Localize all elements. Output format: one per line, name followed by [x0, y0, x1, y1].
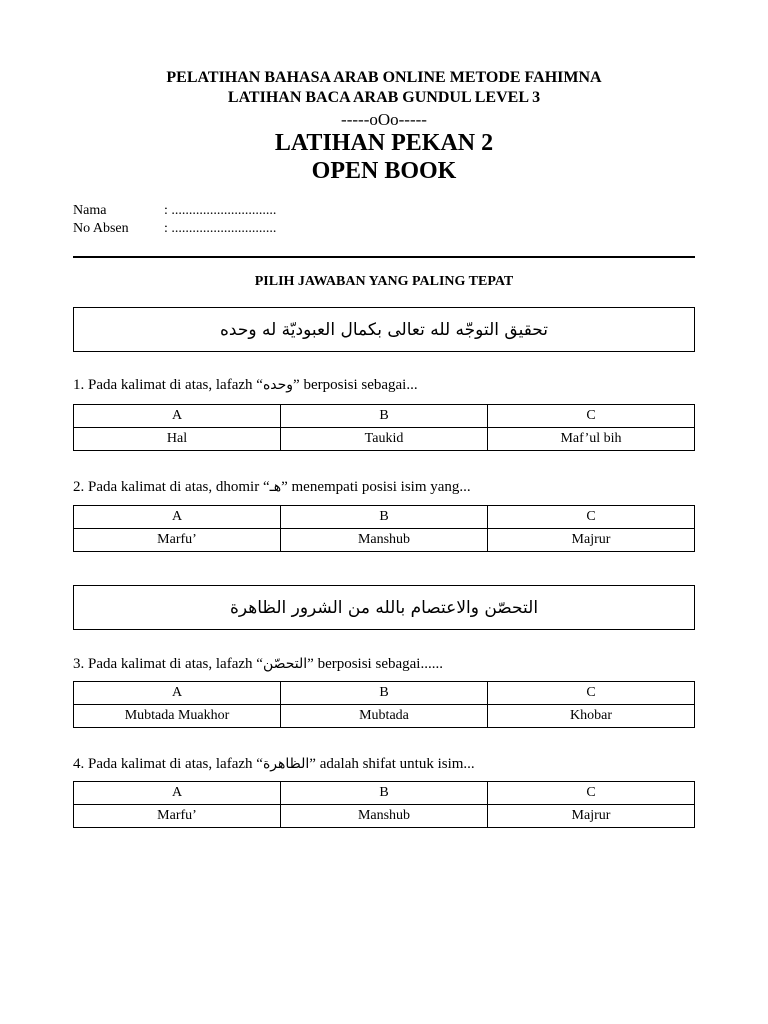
question-1-prefix: 1. Pada kalimat di atas, lafazh “ [73, 377, 263, 393]
question-2-prefix: 2. Pada kalimat di atas, dhomir “ [73, 479, 270, 495]
question-3-suffix: ” berposisi sebagai...... [307, 656, 443, 672]
question-3 [73, 656, 443, 673]
option-c[interactable]: Majrur [488, 529, 695, 552]
question-3-arabic: التحصّن [262, 656, 308, 672]
answer-table-3 [73, 681, 695, 728]
table-header-row [74, 506, 695, 529]
question-2-suffix: ” menempati posisi isim yang... [281, 479, 471, 495]
option-header-c: C [488, 506, 695, 529]
option-header-b: B [281, 405, 488, 428]
instruction-heading: PILIH JAWABAN YANG PALING TEPAT [254, 274, 514, 289]
option-header-a: A [74, 782, 281, 805]
option-header-c: C [488, 782, 695, 805]
option-b[interactable]: Manshub [281, 805, 488, 828]
option-header-c: C [488, 405, 695, 428]
table-row [74, 428, 695, 451]
option-a[interactable]: Marfu’ [74, 529, 281, 552]
question-1-arabic: وحده [262, 377, 294, 393]
divider-line [73, 256, 695, 258]
option-header-b: B [281, 782, 488, 805]
question-1 [73, 377, 418, 394]
option-header-a: A [74, 405, 281, 428]
page-title: LATIHAN PEKAN 2 [274, 130, 494, 156]
answer-table-2 [73, 505, 695, 552]
table-row [74, 529, 695, 552]
table-header-row [74, 782, 695, 805]
option-b[interactable]: Manshub [281, 529, 488, 552]
absen-label: No Absen [73, 221, 129, 236]
option-a[interactable]: Mubtada Muakhor [74, 705, 281, 728]
question-1-suffix: ” berposisi sebagai... [293, 377, 418, 393]
option-b[interactable]: Mubtada [281, 705, 488, 728]
question-4 [73, 756, 475, 773]
question-2 [73, 479, 471, 496]
header-line-1: PELATIHAN BAHASA ARAB ONLINE METODE FAHIMNA [166, 69, 602, 86]
absen-field [73, 221, 276, 237]
option-a[interactable]: Hal [74, 428, 281, 451]
option-header-a: A [74, 682, 281, 705]
table-row [74, 805, 695, 828]
option-c[interactable]: Maf’ul bih [488, 428, 695, 451]
option-header-c: C [488, 682, 695, 705]
name-field [73, 203, 276, 219]
question-4-suffix: ” adalah shifat untuk isim... [309, 756, 475, 772]
question-4-prefix: 4. Pada kalimat di atas, lafazh “ [73, 756, 263, 772]
table-header-row [74, 405, 695, 428]
name-blank: : .............................. [164, 203, 277, 218]
arabic-sentence-box-1: تحقيق التوجّه لله تعالى بكمال العبوديّة له وحده [73, 307, 695, 352]
arabic-sentence-box-2: التحصّن والاعتصام بالله من الشرور الظاهرة [73, 585, 695, 630]
option-b[interactable]: Taukid [281, 428, 488, 451]
name-label: Nama [73, 203, 107, 218]
answer-table-4 [73, 781, 695, 828]
option-a[interactable]: Marfu’ [74, 805, 281, 828]
option-c[interactable]: Majrur [488, 805, 695, 828]
option-header-a: A [74, 506, 281, 529]
question-2-arabic: هـ [269, 479, 282, 495]
page-subtitle: OPEN BOOK [311, 158, 457, 184]
option-c[interactable]: Khobar [488, 705, 695, 728]
answer-table-1 [73, 404, 695, 451]
table-header-row [74, 682, 695, 705]
header-line-2: LATIHAN BACA ARAB GUNDUL LEVEL 3 [227, 89, 541, 106]
option-header-b: B [281, 682, 488, 705]
header-separator: -----oOo----- [341, 110, 427, 129]
absen-blank: : .............................. [164, 221, 277, 236]
question-3-prefix: 3. Pada kalimat di atas, lafazh “ [73, 656, 263, 672]
table-row [74, 705, 695, 728]
option-header-b: B [281, 506, 488, 529]
question-4-arabic: الظاهرة [262, 756, 310, 772]
